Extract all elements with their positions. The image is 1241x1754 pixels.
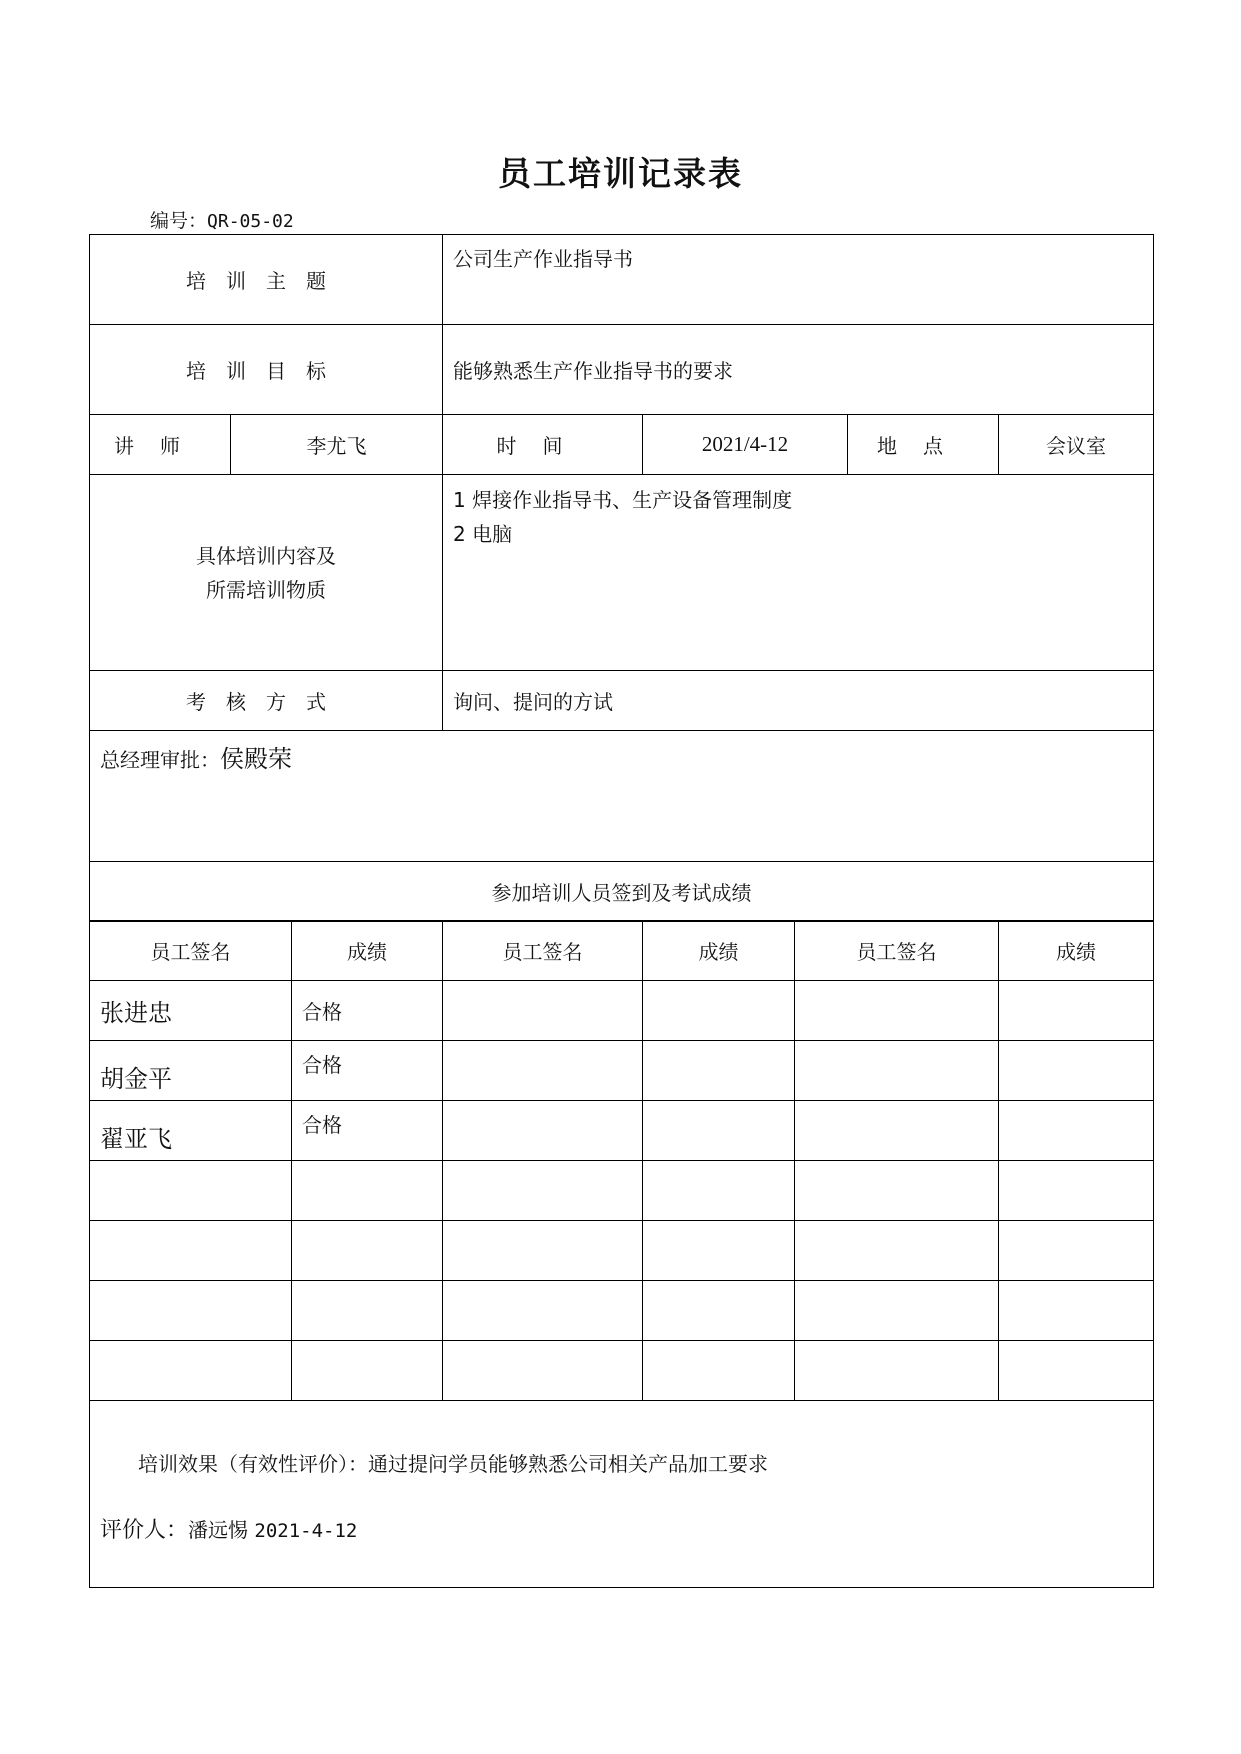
table-row bbox=[90, 1101, 1154, 1161]
doc-number-code: QR-05-02 bbox=[207, 211, 294, 232]
time-value: 2021/4-12 bbox=[701, 432, 789, 456]
grade-cell bbox=[643, 1341, 795, 1401]
attendance-header-row bbox=[90, 921, 1154, 981]
attendance-heading-row bbox=[90, 862, 1154, 922]
lecturer-value: 李尤飞 bbox=[306, 434, 367, 458]
signature-cell bbox=[795, 1041, 999, 1101]
signature-cell bbox=[90, 1221, 292, 1281]
signature-cell bbox=[443, 1221, 643, 1281]
signature-cell bbox=[90, 1341, 292, 1401]
grade-cell bbox=[999, 1341, 1154, 1401]
lecturer-label: 讲师 bbox=[114, 434, 206, 458]
grade-cell: 合格 bbox=[292, 1101, 443, 1161]
signature-cell: 翟亚飞 bbox=[90, 1101, 292, 1161]
content-label-cell bbox=[90, 475, 443, 671]
evaluator-label: 评价人： bbox=[100, 1518, 189, 1543]
training-record-table bbox=[89, 234, 1154, 922]
approval-cell bbox=[90, 731, 1154, 862]
time-label-cell bbox=[443, 415, 643, 475]
col-header-grade-1: 成绩 bbox=[292, 921, 443, 981]
place-value: 会议室 bbox=[1046, 434, 1107, 458]
lecturer-label-cell bbox=[90, 415, 231, 475]
signature-cell bbox=[443, 1161, 643, 1221]
grade-cell: 合格 bbox=[292, 1041, 443, 1101]
signature-cell bbox=[443, 1281, 643, 1341]
assessment-row bbox=[90, 671, 1154, 731]
effect-row bbox=[90, 1401, 1154, 1588]
evaluator-line bbox=[100, 1515, 1143, 1546]
doc-number bbox=[150, 206, 294, 233]
effect-cell bbox=[90, 1401, 1154, 1588]
evaluation-date: 2021-4-12 bbox=[254, 1520, 358, 1542]
grade-cell bbox=[999, 1101, 1154, 1161]
time-value-cell bbox=[643, 415, 848, 475]
signature-cell bbox=[795, 1101, 999, 1161]
signature-cell bbox=[795, 1221, 999, 1281]
approval-row bbox=[90, 731, 1154, 862]
topic-label: 培训主题 bbox=[186, 269, 346, 293]
table-row bbox=[90, 1041, 1154, 1101]
grade-cell bbox=[643, 1101, 795, 1161]
signature-cell: 张进忠 bbox=[90, 981, 292, 1041]
col-header-sign-3: 员工签名 bbox=[795, 921, 999, 981]
table-row bbox=[90, 1341, 1154, 1401]
assessment-label: 考核方式 bbox=[186, 690, 346, 714]
place-label-cell bbox=[848, 415, 999, 475]
assessment-label-cell bbox=[90, 671, 443, 731]
effect-text: 培训效果（有效性评价）：通过提问学员能够熟悉公司相关产品加工要求 bbox=[138, 1452, 768, 1476]
topic-label-cell bbox=[90, 235, 443, 325]
content-value-cell bbox=[443, 475, 1154, 671]
signature-cell: 胡金平 bbox=[90, 1041, 292, 1101]
col-header-sign-2: 员工签名 bbox=[443, 921, 643, 981]
signature-cell bbox=[443, 1101, 643, 1161]
signature-cell bbox=[443, 1341, 643, 1401]
grade-cell bbox=[643, 981, 795, 1041]
grade-cell bbox=[643, 1041, 795, 1101]
content-item-2: 2 电脑 bbox=[453, 522, 513, 546]
place-label: 地点 bbox=[877, 434, 970, 458]
goal-row bbox=[90, 325, 1154, 415]
assessment-value-cell bbox=[443, 671, 1154, 731]
signature-cell bbox=[795, 1281, 999, 1341]
grade-cell bbox=[643, 1221, 795, 1281]
time-label: 时间 bbox=[496, 434, 589, 458]
grade-cell bbox=[643, 1161, 795, 1221]
grade-cell bbox=[999, 1041, 1154, 1101]
goal-label-cell bbox=[90, 325, 443, 415]
table-row bbox=[90, 1281, 1154, 1341]
content-label-line1: 具体培训内容及 bbox=[196, 543, 336, 568]
evaluator-name: 潘远惕 bbox=[188, 1518, 249, 1542]
grade-cell: 合格 bbox=[292, 981, 443, 1041]
signature-cell bbox=[795, 1341, 999, 1401]
topic-value-cell bbox=[443, 235, 1154, 325]
grade-cell bbox=[292, 1281, 443, 1341]
grade-cell bbox=[999, 1281, 1154, 1341]
grade-cell bbox=[292, 1161, 443, 1221]
signature-cell bbox=[90, 1281, 292, 1341]
doc-number-label: 编号： bbox=[150, 210, 208, 232]
table-row bbox=[90, 1161, 1154, 1221]
goal-value: 能够熟悉生产作业指导书的要求 bbox=[453, 359, 734, 383]
signature-cell bbox=[443, 981, 643, 1041]
signature-cell bbox=[795, 981, 999, 1041]
grade-cell bbox=[999, 981, 1154, 1041]
signature-cell bbox=[90, 1161, 292, 1221]
col-header-grade-2: 成绩 bbox=[643, 921, 795, 981]
topic-row bbox=[90, 235, 1154, 325]
attendance-table bbox=[89, 920, 1154, 1588]
grade-cell bbox=[292, 1221, 443, 1281]
signature-cell bbox=[795, 1161, 999, 1221]
table-row bbox=[90, 1221, 1154, 1281]
lecturer-value-cell bbox=[231, 415, 443, 475]
grade-cell bbox=[999, 1161, 1154, 1221]
grade-cell bbox=[292, 1341, 443, 1401]
page-title: 员工培训记录表 bbox=[498, 154, 743, 193]
topic-value: 公司生产作业指导书 bbox=[453, 247, 634, 271]
col-header-sign-1: 员工签名 bbox=[90, 921, 292, 981]
approval-label: 总经理审批： bbox=[100, 748, 220, 772]
grade-cell bbox=[999, 1221, 1154, 1281]
content-item-1: 1 焊接作业指导书、生产设备管理制度 bbox=[453, 488, 793, 512]
attendance-heading: 参加培训人员签到及考试成绩 bbox=[90, 862, 1154, 922]
table-row bbox=[90, 981, 1154, 1041]
grade-cell bbox=[643, 1281, 795, 1341]
goal-label: 培训目标 bbox=[186, 359, 346, 383]
goal-value-cell bbox=[443, 325, 1154, 415]
content-row bbox=[90, 475, 1154, 671]
content-label-line2: 所需培训物质 bbox=[206, 577, 326, 602]
signature-cell bbox=[443, 1041, 643, 1101]
place-value-cell bbox=[999, 415, 1154, 475]
approval-signature: 侯殿荣 bbox=[220, 745, 292, 773]
assessment-value: 询问、提问的方试 bbox=[453, 690, 614, 714]
info-row bbox=[90, 415, 1154, 475]
col-header-grade-3: 成绩 bbox=[999, 921, 1154, 981]
